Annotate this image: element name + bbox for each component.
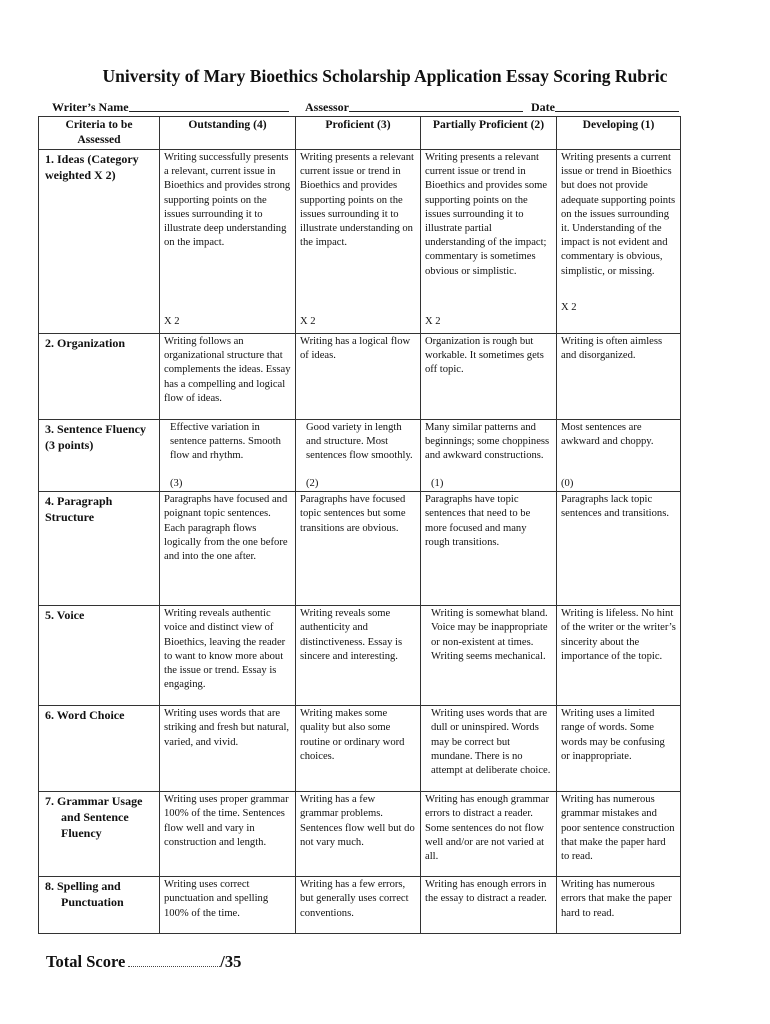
score-cell: Writing presents a relevant current issue or trend in Bioethics and provides some supporting points on the issues surrounding it to illustrate partial understanding of the impact; commentary is sometimes obvious or simplistic. X 2 <box>421 150 557 334</box>
score-cell: Paragraphs have focused and poignant topic sentences. Each paragraph flows logically from the one before and into the one after. <box>160 492 296 606</box>
table-header-row <box>39 117 681 150</box>
header-fields <box>52 100 680 116</box>
table-row <box>39 606 681 706</box>
multiplier: X 2 <box>561 302 577 313</box>
multiplier: X 2 <box>425 316 441 327</box>
rubric-table <box>38 116 681 934</box>
col-criteria: Criteria to be Assessed <box>39 117 160 150</box>
assessor-label: Assessor <box>305 100 349 114</box>
score-cell: Writing successfully presents a relevant, current issue in Bioethics and provides strong supporting points on the issues surrounding it to illustrate deep understanding on the impact. X 2 <box>160 150 296 334</box>
total-score-input[interactable] <box>128 954 220 967</box>
points-value: (1) <box>431 478 444 489</box>
criterion-cell: 2. Organization <box>39 334 160 420</box>
date-field[interactable] <box>531 100 555 115</box>
score-cell: Paragraphs have focused topic sentences but some transitions are obvious. <box>296 492 421 606</box>
score-cell: Writing has enough grammar errors to distract a reader. Some sentences do not flow well and/or are not varied at all. <box>421 792 557 877</box>
score-cell: Writing has numerous grammar mistakes and poor sentence construction that make the paper hard to read. <box>557 792 681 877</box>
criterion-cell: 7. Grammar Usage and Sentence Fluency <box>39 792 160 877</box>
col-proficient: Proficient (3) <box>296 117 421 150</box>
score-cell: Writing reveals authentic voice and distinct view of Bioethics, leaving the reader to want to know more about the issue or trend. Essay is engaging. <box>160 606 296 706</box>
score-cell: Writing presents a relevant current issue or trend in Bioethics and provides supporting points on the issues surrounding it to illustrate understanding on the impact. X 2 <box>296 150 421 334</box>
score-cell: Writing uses a limited range of words. Some words may be confusing or inappropriate. <box>557 706 681 792</box>
total-score-max: /35 <box>220 952 242 971</box>
score-cell: Writing uses proper grammar 100% of the time. Sentences flow well and vary in construction and length. <box>160 792 296 877</box>
col-outstanding: Outstanding (4) <box>160 117 296 150</box>
score-cell: Writing presents a current issue or trend in Bioethics but does not provide adequate supporting points on the issues surrounding it. Understanding of the impact is not evident and commentary is obvious, simplistic, or missing. X 2 <box>557 150 681 334</box>
col-developing: Developing (1) <box>557 117 681 150</box>
table-row <box>39 492 681 606</box>
criterion-cell: 4. Paragraph Structure <box>39 492 160 606</box>
table-row <box>39 420 681 492</box>
total-score <box>46 952 241 972</box>
score-cell: Writing uses words that are striking and fresh but natural, varied, and vivid. <box>160 706 296 792</box>
score-cell: Paragraphs have topic sentences that need to be more focused and many rough transitions. <box>421 492 557 606</box>
score-cell: Writing is somewhat bland. Voice may be inappropriate or non-existent at times. Writing seems mechanical. <box>421 606 557 706</box>
score-cell: Writing makes some quality but also some routine or ordinary word choices. <box>296 706 421 792</box>
date-line[interactable] <box>555 100 679 112</box>
score-cell: Most sentences are awkward and choppy. (0) <box>557 420 681 492</box>
table-row <box>39 334 681 420</box>
table-row <box>39 706 681 792</box>
criterion-cell: 1. Ideas (Category weighted X 2) <box>39 150 160 334</box>
writer-name-line[interactable] <box>129 100 289 112</box>
score-cell: Writing has enough errors in the essay to distract a reader. <box>421 877 557 934</box>
score-cell: Paragraphs lack topic sentences and transitions. <box>557 492 681 606</box>
total-score-label: Total Score <box>46 952 126 971</box>
multiplier: X 2 <box>300 316 316 327</box>
score-cell: Writing follows an organizational structure that complements the ideas. Essay has a compelling and logical flow of ideas. <box>160 334 296 420</box>
assessor-field[interactable] <box>305 100 349 115</box>
criterion-cell: 5. Voice <box>39 606 160 706</box>
score-cell: Organization is rough but workable. It sometimes gets off topic. <box>421 334 557 420</box>
score-cell: Writing has a logical flow of ideas. <box>296 334 421 420</box>
date-label: Date <box>531 100 555 114</box>
multiplier: X 2 <box>164 316 180 327</box>
table-row <box>39 150 681 334</box>
score-cell: Writing uses words that are dull or uninspired. Words may be correct but mundane. There is no attempt at deliberate choice. <box>421 706 557 792</box>
points-value: (2) <box>306 478 319 489</box>
score-cell: Writing is lifeless. No hint of the writer or the writer’s sincerity about the importance of the topic. <box>557 606 681 706</box>
score-cell: Writing uses correct punctuation and spelling 100% of the time. <box>160 877 296 934</box>
score-cell: Writing reveals some authenticity and distinctiveness. Essay is sincere and interesting. <box>296 606 421 706</box>
score-cell: Writing has a few errors, but generally uses correct conventions. <box>296 877 421 934</box>
assessor-line[interactable] <box>349 100 523 112</box>
table-row <box>39 792 681 877</box>
table-row <box>39 877 681 934</box>
score-cell: Writing has numerous errors that make the paper hard to read. <box>557 877 681 934</box>
score-cell: Many similar patterns and beginnings; some choppiness and awkward constructions. (1) <box>421 420 557 492</box>
col-partial: Partially Proficient (2) <box>421 117 557 150</box>
page-title: University of Mary Bioethics Scholarship Application Essay Scoring Rubric <box>102 66 668 86</box>
criterion-cell: 6. Word Choice <box>39 706 160 792</box>
score-cell: Good variety in length and structure. Most sentences flow smoothly. (2) <box>296 420 421 492</box>
score-cell: Writing has a few grammar problems. Sentences flow well but do not vary much. <box>296 792 421 877</box>
score-cell: Effective variation in sentence patterns. Smooth flow and rhythm. (3) <box>160 420 296 492</box>
criterion-cell: 8. Spelling and Punctuation <box>39 877 160 934</box>
score-cell: Writing is often aimless and disorganized. <box>557 334 681 420</box>
writer-name-label: Writer’s Name <box>52 100 129 114</box>
criterion-cell: 3. Sentence Fluency (3 points) <box>39 420 160 492</box>
writer-name-field[interactable] <box>52 100 129 115</box>
points-value: (3) <box>170 478 183 489</box>
points-value: (0) <box>561 478 574 489</box>
